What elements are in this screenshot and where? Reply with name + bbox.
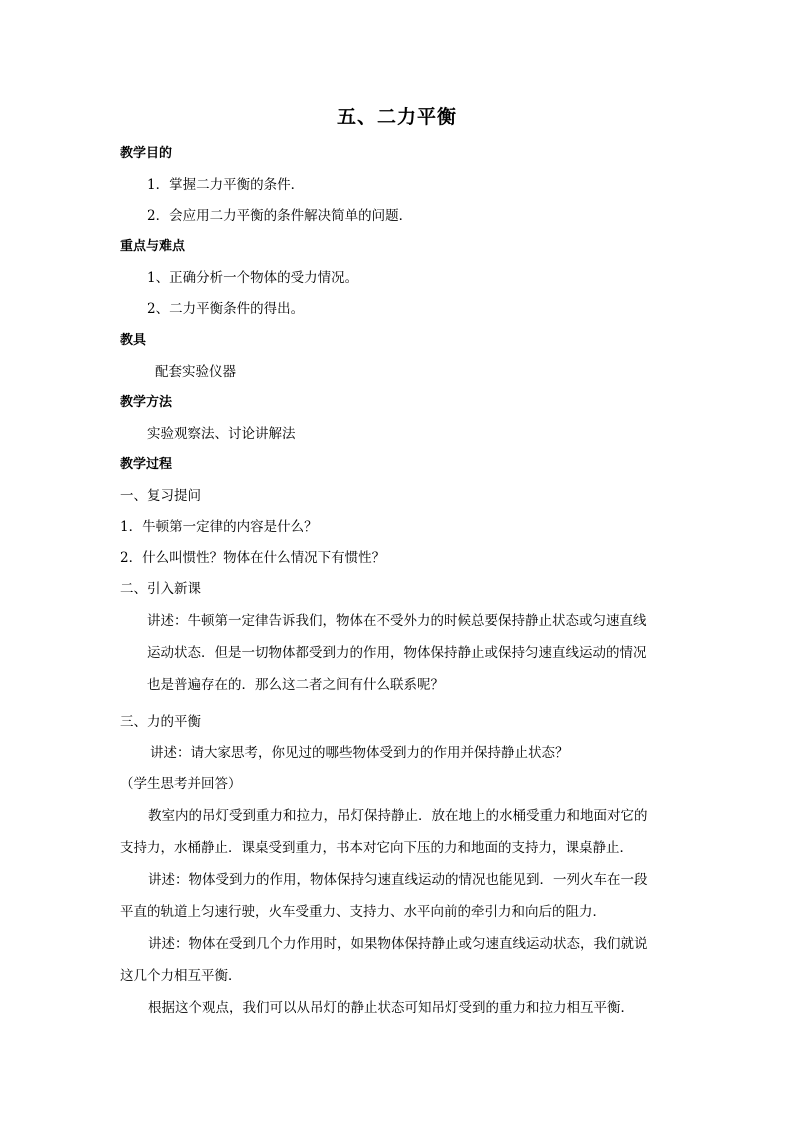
review-question-1: 1．牛顿第一定律的内容是什么？ [120, 519, 318, 535]
balance-paragraph-4-line-2: 平直的轨道上匀速行驶，火车受重力、支持力、水平向前的牵引力和向后的阻力． [120, 904, 606, 920]
method-text: 实验观察法、讨论讲解法 [147, 426, 296, 442]
balance-paragraph-5-line-2: 这几个力相互平衡． [120, 968, 242, 984]
review-question-2: 2．什么叫惯性？物体在什么情况下有惯性？ [120, 550, 386, 566]
method-heading: 教学方法 [120, 395, 173, 410]
tools-heading: 教具 [120, 333, 147, 348]
balance-paragraph-6: 根据这个观点，我们可以从吊灯的静止状态可知吊灯受到的重力和拉力相互平衡． [148, 1000, 634, 1016]
goals-heading: 教学目的 [120, 146, 173, 161]
page-title: 五、二力平衡 [336, 106, 457, 128]
key-points-heading: 重点与难点 [120, 239, 186, 254]
balance-paragraph-3-line-2: 支持力，水桶静止．课桌受到重力，书本对它向下压的力和地面的支持力，课桌静止． [120, 840, 633, 856]
review-heading: 一、复习提问 [120, 488, 201, 504]
goal-item-2: 2．会应用二力平衡的条件解决简单的问题． [147, 208, 413, 224]
intro-paragraph-line-2: 运动状态．但是一切物体都受到力的作用，物体保持静止或保持匀速直线运动的情况 [147, 645, 647, 661]
balance-paragraph-2: （学生思考并回答） [120, 776, 242, 792]
key-point-2: 2、二力平衡条件的得出。 [147, 301, 305, 317]
balance-paragraph-4-line-1: 讲述：物体受到力的作用，物体保持匀速直线运动的情况也能见到．一列火车在一段 [148, 872, 648, 888]
balance-paragraph-3-line-1: 教室内的吊灯受到重力和拉力，吊灯保持静止．放在地上的水桶受重力和地面对它的 [148, 808, 648, 824]
key-point-1: 1、正确分析一个物体的受力情况。 [147, 270, 359, 286]
balance-heading: 三、力的平衡 [120, 714, 201, 730]
intro-paragraph-line-1: 讲述：牛顿第一定律告诉我们，物体在不受外力的时候总要保持静止状态或匀速直线 [147, 613, 647, 629]
intro-heading: 二、引入新课 [120, 581, 201, 597]
process-heading: 教学过程 [120, 457, 173, 472]
intro-paragraph-line-3: 也是普遍存在的．那么这二者之间有什么联系呢？ [147, 677, 444, 693]
tools-text: 配套实验仪器 [155, 364, 236, 380]
balance-paragraph-5-line-1: 讲述：物体在受到几个力作用时，如果物体保持静止或匀速直线运动状态，我们就说 [148, 936, 648, 952]
goal-item-1: 1．掌握二力平衡的条件． [147, 177, 305, 193]
balance-paragraph-1: 讲述：请大家思考，你见过的哪些物体受到力的作用并保持静止状态？ [150, 745, 569, 761]
